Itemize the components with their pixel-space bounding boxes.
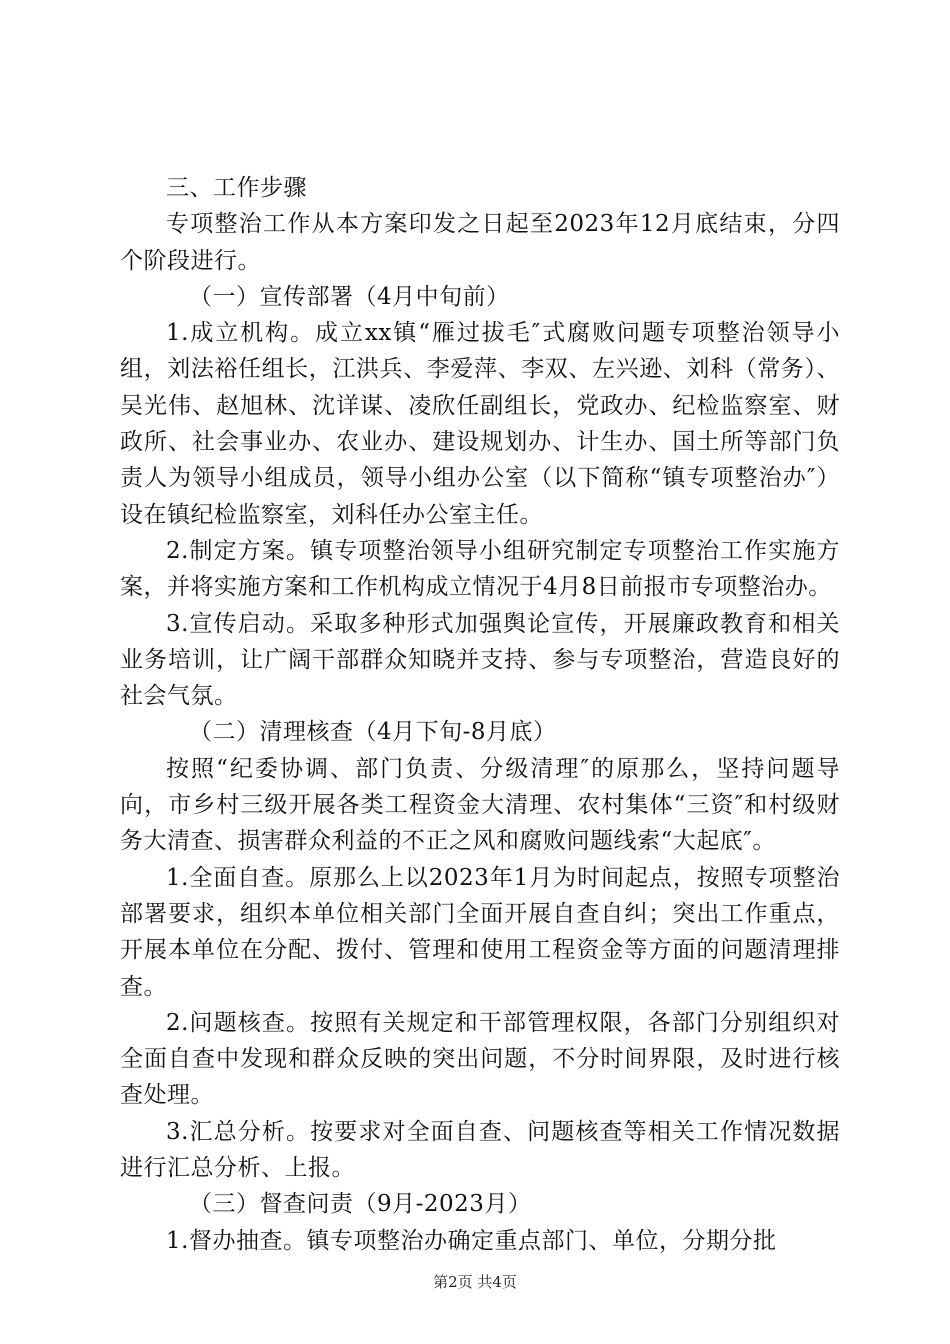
body-paragraph: 1.督办抽查。镇专项整治办确定重点部门、单位，分期分批: [166, 1227, 777, 1254]
body-paragraph: 2.制定方案。镇专项整治领导小组研究制定专项整治工作实施方案，并将实施方案和工作机构成立情况于4月8日前报市专项整治办。: [120, 537, 840, 601]
subsection-heading: （二）清理核查（4月下旬-8月底）: [189, 719, 557, 746]
body-paragraph: 3.汇总分析。按要求对全面自查、问题核查等相关工作情况数据进行汇总分析、上报。: [120, 1118, 840, 1182]
subsection-heading: （一）宣传部署（4月中旬前）: [189, 283, 510, 310]
page-footer: 第2页 共4页: [433, 1273, 517, 1291]
body-paragraph: 3.宣传启动。采取多种形式加强舆论宣传，开展廉政教育和相关业务培训，让广阔干部群众知晓并支持、参与专项整治，营造良好的社会气氛。: [120, 610, 840, 710]
document-body: [120, 170, 840, 1259]
body-paragraph: 专项整治工作从本方案印发之日起至2023年12月底结束，分四个阶段进行。: [120, 211, 840, 274]
body-paragraph: 1.全面自查。原那么上以2023年1月为时间起点，按照专项整治部署要求，组织本单位相关部门全面开展自查自纠；突出工作重点，开展本单位在分配、拨付、管理和使用工程资金等方面的问题清理排查。: [120, 864, 840, 1000]
body-paragraph: 2.问题核查。按照有关规定和干部管理权限，各部门分别组织对全面自查中发现和群众反映的突出问题，不分时间界限，及时进行核查处理。: [120, 1009, 840, 1109]
body-paragraph: 按照“纪委协调、部门负责、分级清理″的原那么，坚持问题导向，市乡村三级开展各类工程资金大清理、农村集体“三资″和村级财务大清查、损害群众利益的不正之风和腐败问题线索“大起底″。: [120, 755, 840, 855]
subsection-heading: （三）督查问责（9月-2023月）: [189, 1191, 532, 1218]
section-heading: 三、工作步骤: [166, 175, 307, 201]
body-paragraph: 1.成立机构。成立xx镇“雁过拔毛″式腐败问题专项整治领导小组，刘法裕任组长，江洪兵、李爱萍、李双、左兴逊、刘科（常务）、吴光伟、赵旭林、沈详谋、凌欣任副组长，党政办、纪检监察室、财政所、社会事业办、农业办、建设规划办、计生办、国土所等部门负责人为领导小组成员，领导小组办公室（以下简称“镇专项整治办″）设在镇纪检监察室，刘科任办公室主任。: [120, 320, 840, 528]
